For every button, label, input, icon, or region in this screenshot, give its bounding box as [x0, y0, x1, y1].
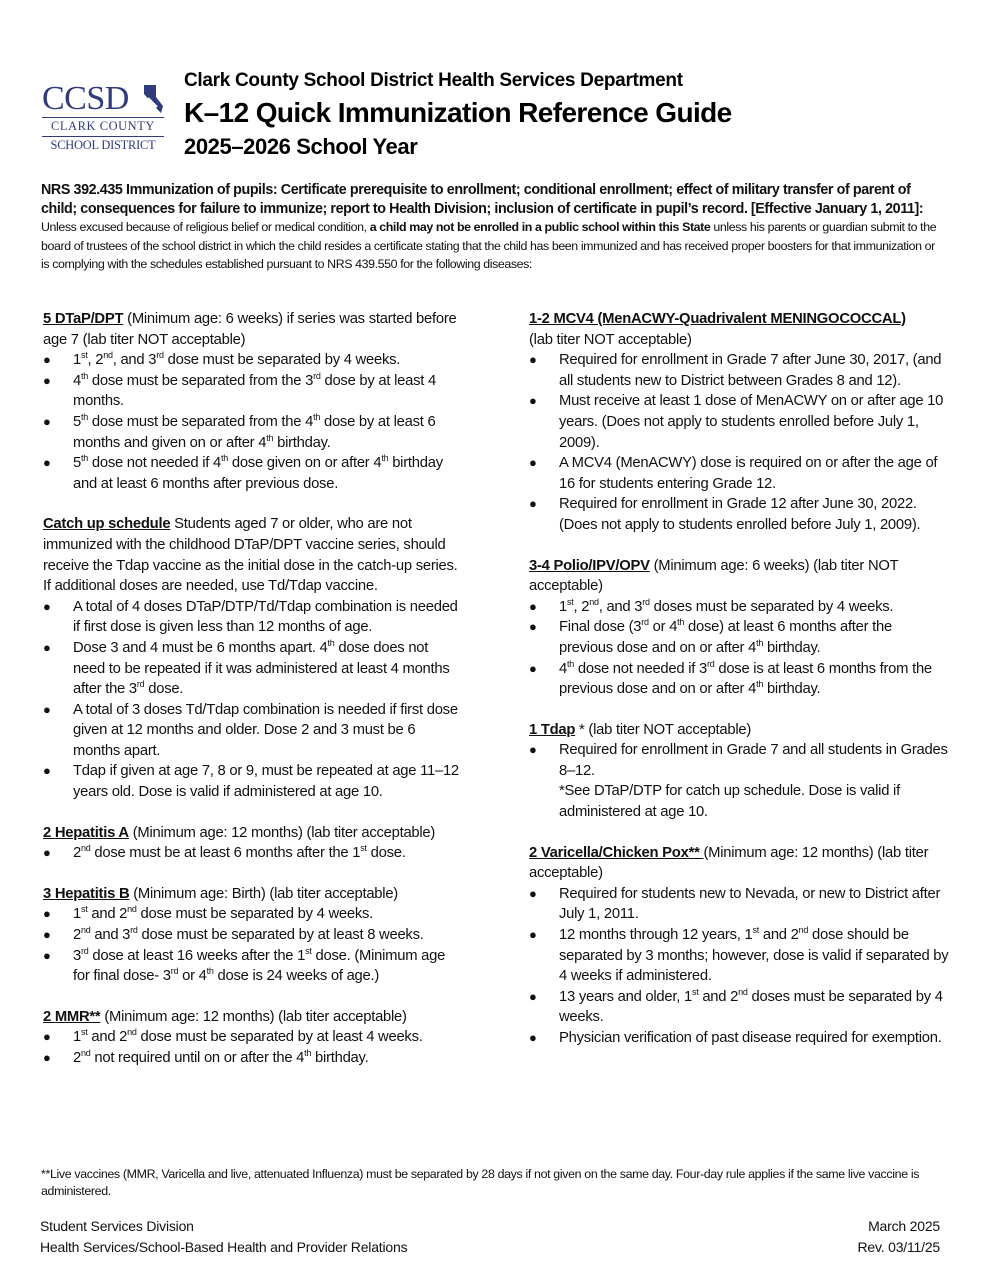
- intro-text-2: unless his parents or guardian submit to the board of trustees of the school district in which the child resides a certificate stating that the child has been immunized and has received proper boosters for that immunization or is complying with the schedules established pursuant to NRS 439.550 for the following diseases:: [41, 220, 937, 271]
- logo-rule: [42, 117, 164, 118]
- footer-revision: Rev. 03/11/25: [857, 1239, 940, 1255]
- rule-text: and 2: [87, 1029, 128, 1046]
- rule-text: dose. (Minimum age for final dose- 3: [73, 947, 446, 985]
- rule-text: Dose 3 and 4 must be 6 months apart. 4: [73, 639, 328, 656]
- rule-text: Tdap if given at age 7, 8 or 9, must be repeated at age 11–12 years old. Dose is valid if administered at age 10.: [73, 763, 459, 801]
- ordinal-suffix: th: [80, 411, 88, 422]
- ordinal-suffix: nd: [798, 925, 809, 936]
- rule-note: *See DTaP/DTP for catch up schedule. Dose is valid if administered at age 10.: [559, 783, 900, 821]
- rule-item: [43, 925, 463, 946]
- rule-list: [43, 904, 463, 986]
- rule-text: Required for enrollment in Grade 7 after June 30, 2017, (and all students new to District between Grades 8 and 12).: [559, 352, 942, 389]
- ordinal-suffix: nd: [589, 596, 599, 607]
- ordinal-suffix: th: [80, 453, 88, 464]
- live-vaccine-footnote: **Live vaccines (MMR, Varicella and live, attenuated Influenza) must be separated by 28 days if not given on the same day. Four-day rule applies if the same live vaccine is administered.: [41, 1167, 920, 1198]
- ordinal-suffix: st: [566, 596, 574, 607]
- intro-text-1: Unless excused because of religious belief or medical condition,: [41, 220, 370, 234]
- vaccine-name: 1-2 MCV4 (MenACWY-Quadrivalent MENINGOCOCCAL): [529, 311, 906, 327]
- section-heading: [529, 843, 949, 884]
- section-heading: [529, 309, 949, 350]
- rule-text: 13 years and older, 1: [559, 988, 692, 1005]
- rule-text: or 4: [178, 968, 207, 985]
- section-mmr: [43, 1007, 463, 1069]
- rule-item: [43, 700, 463, 762]
- section-polio: [529, 556, 949, 700]
- rule-text: dose must be separated by at least 4 weeks.: [136, 1029, 423, 1046]
- rule-text: 4: [73, 372, 81, 389]
- ordinal-suffix: th: [381, 453, 389, 464]
- rule-text: and 2: [87, 906, 128, 923]
- intro-bold-phrase: a child may not be enrolled in a public school within this State: [369, 220, 711, 234]
- rule-text: and 2: [698, 988, 739, 1005]
- section-heading: [43, 309, 463, 350]
- rule-text: 2: [73, 845, 81, 862]
- rule-item: [43, 638, 463, 700]
- rule-text: , 2: [87, 352, 104, 369]
- rule-text: birthday.: [763, 639, 821, 656]
- rule-text: dose given on or after 4: [227, 455, 382, 472]
- rule-text: dose) at least 6 months after the previous dose and on or after 4: [559, 619, 893, 656]
- rule-item: [529, 1028, 949, 1049]
- rule-list: [529, 350, 949, 535]
- rule-text: dose is 24 weeks of age.): [213, 968, 380, 985]
- vaccine-name: Catch up schedule: [43, 516, 171, 533]
- ordinal-suffix: th: [677, 617, 685, 628]
- rule-item: [529, 350, 949, 391]
- rule-item: [43, 1027, 463, 1048]
- rule-text: dose is at least 6 months from the previous dose and on or after 4: [559, 660, 932, 698]
- rule-text: 1: [73, 1029, 81, 1046]
- rule-item: [43, 453, 463, 494]
- rule-item: [529, 494, 949, 535]
- rule-item: [529, 453, 949, 494]
- section-heading: [529, 556, 949, 597]
- ordinal-suffix: st: [691, 986, 699, 997]
- rule-text: 4: [559, 660, 567, 677]
- ordinal-suffix: th: [756, 637, 764, 648]
- rule-text: , and 3: [598, 598, 643, 615]
- ordinal-suffix: rd: [641, 617, 649, 628]
- section-mcv4: [529, 309, 949, 536]
- rule-text: Must receive at least 1 dose of MenACWY on or after age 10 years. (Does not apply to students enrolled before July 1, 2009).: [559, 393, 944, 451]
- section-heading: [43, 1007, 463, 1028]
- rule-item: [529, 659, 949, 700]
- rule-text: Required for enrollment in Grade 12 after June 30, 2022. (Does not apply to students enrolled before July 1, 2009).: [559, 496, 921, 533]
- ccsd-logo: [42, 82, 166, 154]
- rule-item: [529, 740, 949, 822]
- section-varicella: [529, 843, 949, 1049]
- rule-item: [43, 350, 463, 371]
- rule-text: dose.: [366, 845, 406, 862]
- rule-item: [529, 617, 949, 658]
- rule-text: dose by at least 6 months and given on or after 4: [73, 413, 436, 451]
- ordinal-suffix: rd: [170, 966, 179, 977]
- rule-item: [529, 925, 949, 987]
- rule-item: [43, 761, 463, 802]
- ordinal-suffix: th: [327, 637, 335, 648]
- vaccine-name: 3-4 Polio/IPV/OPV: [529, 557, 650, 574]
- ordinal-suffix: th: [266, 432, 274, 443]
- right-column: [529, 309, 949, 1069]
- rule-text: 1: [559, 598, 567, 615]
- ordinal-suffix: rd: [136, 679, 145, 690]
- rule-item: [43, 946, 463, 987]
- rule-text: Final dose (3: [559, 619, 642, 636]
- section-catch-up: [43, 514, 463, 802]
- left-column: [43, 309, 463, 1089]
- rule-list: [529, 884, 949, 1049]
- school-year: 2025–2026 School Year: [184, 134, 418, 159]
- vaccine-requirements: (Minimum age: 12 months) (lab titer acceptable): [100, 1008, 407, 1025]
- rule-text: dose should be separated by 3 months; however, dose is valid if separated by 4 weeks if administered.: [559, 927, 949, 985]
- rule-text: , 2: [573, 598, 590, 615]
- rule-item: [43, 412, 463, 453]
- rule-text: A total of 4 doses DTaP/DTP/Td/Tdap combination is needed if first dose is given less than 12 months of age.: [73, 598, 458, 636]
- rule-text: not required until on or after the 4: [90, 1050, 305, 1066]
- ordinal-suffix: rd: [642, 596, 650, 607]
- rule-item: [43, 371, 463, 412]
- rule-text: 1: [73, 906, 81, 923]
- rule-text: doses must be separated by 4 weeks.: [649, 598, 894, 615]
- ordinal-suffix: st: [752, 925, 759, 936]
- vaccine-requirements: (Minimum age: Birth) (lab titer acceptable): [129, 885, 398, 902]
- rule-text: birthday.: [273, 434, 331, 451]
- vaccine-requirements: Students aged 7 or older, who are not immunized with the childhood DTaP/DPT vaccine series, should receive the Tdap vaccine as the initial dose in the catch-up series. If additional doses are needed, use Td/Tdap vaccine.: [43, 516, 458, 595]
- rule-text: doses must be separated by 4 weeks.: [559, 988, 943, 1026]
- logo-line-1: CLARK COUNTY: [51, 119, 155, 133]
- rule-text: 2: [73, 927, 81, 944]
- rule-text: 3: [73, 947, 81, 964]
- statute-heading: NRS 392.435 Immunization of pupils: Certificate prerequisite to enrollment; conditional enrollment; effect of military transfer of parent of child; consequences for failure to immunize; report to Health Division; inclusion of certificate in pupil’s record.: [41, 182, 911, 217]
- logo-rule: [42, 136, 164, 137]
- ordinal-suffix: rd: [706, 658, 715, 669]
- rule-text: dose not needed if 4: [88, 455, 221, 472]
- rule-text: birthday.: [311, 1050, 369, 1066]
- rule-text: dose must be at least 6 months after the 1: [90, 845, 361, 862]
- rule-text: 12 months through 12 years, 1: [559, 927, 753, 944]
- rule-text: dose must be separated by at least 8 weeks.: [137, 927, 424, 944]
- rule-text: dose must be separated from the 3: [88, 372, 314, 389]
- rule-text: and 3: [90, 927, 131, 944]
- department-name: Clark County School District Health Services Department: [184, 70, 683, 91]
- rule-item: [529, 391, 949, 453]
- ordinal-suffix: st: [80, 1027, 88, 1038]
- section-hepatitis-a: [43, 823, 463, 864]
- rule-text: Physician verification of past disease required for exemption.: [559, 1030, 942, 1046]
- ordinal-suffix: st: [305, 945, 312, 956]
- ordinal-suffix: th: [756, 679, 764, 690]
- rule-item: [43, 597, 463, 638]
- section-heading: [43, 514, 463, 596]
- rule-item: [529, 987, 949, 1028]
- effective-date: [Effective January 1, 2011]:: [750, 200, 924, 217]
- ordinal-suffix: th: [220, 453, 228, 464]
- ordinal-suffix: nd: [738, 986, 748, 997]
- vaccine-name: 2 Varicella/Chicken Pox**: [529, 844, 704, 861]
- ordinal-suffix: st: [80, 904, 88, 915]
- footer-division: Student Services Division: [40, 1218, 194, 1234]
- rule-item: [43, 1048, 463, 1069]
- rule-text: dose by at least 4 months.: [73, 372, 436, 410]
- section-heading: [529, 720, 949, 741]
- vaccine-name: 1 Tdap: [529, 721, 576, 738]
- logo-line-2: SCHOOL DISTRICT: [50, 138, 156, 152]
- rule-list: [529, 740, 949, 822]
- footer-left: [40, 1216, 407, 1258]
- rule-list: [43, 843, 463, 864]
- rule-text: dose at least 16 weeks after the 1: [88, 947, 306, 964]
- rule-text: 2: [73, 1050, 81, 1066]
- section-tdap: [529, 720, 949, 823]
- rule-text: dose must be separated by 4 weeks.: [163, 352, 401, 369]
- rule-text: dose must be separated by 4 weeks.: [136, 906, 374, 923]
- ordinal-suffix: th: [206, 966, 214, 977]
- rule-text: Required for enrollment in Grade 7 and all students in Grades 8–12.: [559, 742, 948, 779]
- rule-item: [529, 597, 949, 618]
- footer-right: [858, 1216, 941, 1258]
- rule-list: [529, 597, 949, 700]
- rule-text: or 4: [648, 619, 678, 636]
- footer-department: Health Services/School-Based Health and Provider Relations: [40, 1239, 408, 1255]
- vaccine-name: 5 DTaP/DPT: [43, 311, 124, 327]
- rule-text: dose must be separated from the 4: [88, 413, 314, 430]
- ordinal-suffix: nd: [103, 350, 113, 361]
- section-heading: [43, 823, 463, 844]
- vaccine-requirements: (lab titer NOT acceptable): [529, 331, 692, 348]
- rule-list: [43, 350, 463, 494]
- vaccine-name: 2 Hepatitis A: [43, 824, 129, 841]
- nevada-state-icon: [142, 84, 164, 114]
- rule-item: [529, 884, 949, 925]
- vaccine-requirements: (Minimum age: 6 weeks) (lab titer NOT acceptable): [529, 557, 899, 595]
- section-dtap: [43, 309, 463, 494]
- rule-list: [43, 597, 463, 803]
- section-heading: [43, 884, 463, 905]
- vaccine-requirements: (Minimum age: 12 months) (lab titer acceptable): [529, 844, 929, 882]
- ordinal-suffix: th: [80, 370, 88, 381]
- vaccine-requirements: (Minimum age: 6 weeks) if series was started before age 7 (lab titer NOT acceptable): [43, 311, 457, 348]
- rule-item: [43, 843, 463, 864]
- ordinal-suffix: th: [313, 411, 321, 422]
- ordinal-suffix: th: [304, 1048, 312, 1058]
- rule-text: dose not needed if 3: [574, 660, 707, 677]
- rule-text: A total of 3 doses Td/Tdap combination is needed if first dose given at 12 months and older. Dose 2 and 3 must be 6 months apart.: [73, 701, 458, 759]
- rule-text: and 2: [758, 927, 799, 944]
- vaccine-requirements: * (lab titer NOT acceptable): [575, 721, 752, 738]
- vaccine-requirements: (Minimum age: 12 months) (lab titer acceptable): [128, 824, 436, 841]
- ordinal-suffix: nd: [80, 1048, 91, 1058]
- rule-text: , and 3: [112, 352, 157, 369]
- rule-text: 5: [73, 455, 81, 472]
- rule-text: birthday and at least 6 months after previous dose.: [73, 455, 443, 492]
- ordinal-suffix: nd: [80, 843, 91, 854]
- ordinal-suffix: rd: [80, 945, 89, 956]
- rule-text: 1: [73, 352, 81, 369]
- ordinal-suffix: st: [360, 843, 367, 854]
- vaccine-name: 2 MMR**: [43, 1008, 101, 1025]
- rule-list: [43, 1027, 463, 1068]
- rule-text: 5: [73, 413, 81, 430]
- logo-mark: CCSD: [42, 80, 129, 117]
- rule-text: Required for students new to Nevada, or new to District after July 1, 2011.: [559, 885, 941, 923]
- section-hepatitis-b: [43, 884, 463, 987]
- ordinal-suffix: rd: [130, 925, 138, 936]
- ordinal-suffix: rd: [156, 350, 164, 361]
- ordinal-suffix: rd: [313, 370, 321, 381]
- rule-text: birthday.: [763, 681, 821, 698]
- rule-item: [43, 904, 463, 925]
- statute-intro: [41, 181, 946, 274]
- ordinal-suffix: st: [80, 350, 88, 361]
- ordinal-suffix: th: [566, 658, 574, 669]
- rule-text: A MCV4 (MenACWY) dose is required on or after the age of 16 for students entering Grade 12.: [559, 455, 938, 492]
- ordinal-suffix: nd: [127, 904, 137, 915]
- rule-text: dose does not need to be repeated if it was administered at least 4 months after the 3: [73, 639, 450, 698]
- footer-date: March 2025: [868, 1218, 940, 1234]
- ordinal-suffix: nd: [127, 1027, 137, 1038]
- ordinal-suffix: nd: [80, 925, 91, 936]
- vaccine-name: 3 Hepatitis B: [43, 885, 130, 902]
- page-title: K–12 Quick Immunization Reference Guide: [184, 97, 732, 128]
- rule-text: dose.: [144, 681, 184, 698]
